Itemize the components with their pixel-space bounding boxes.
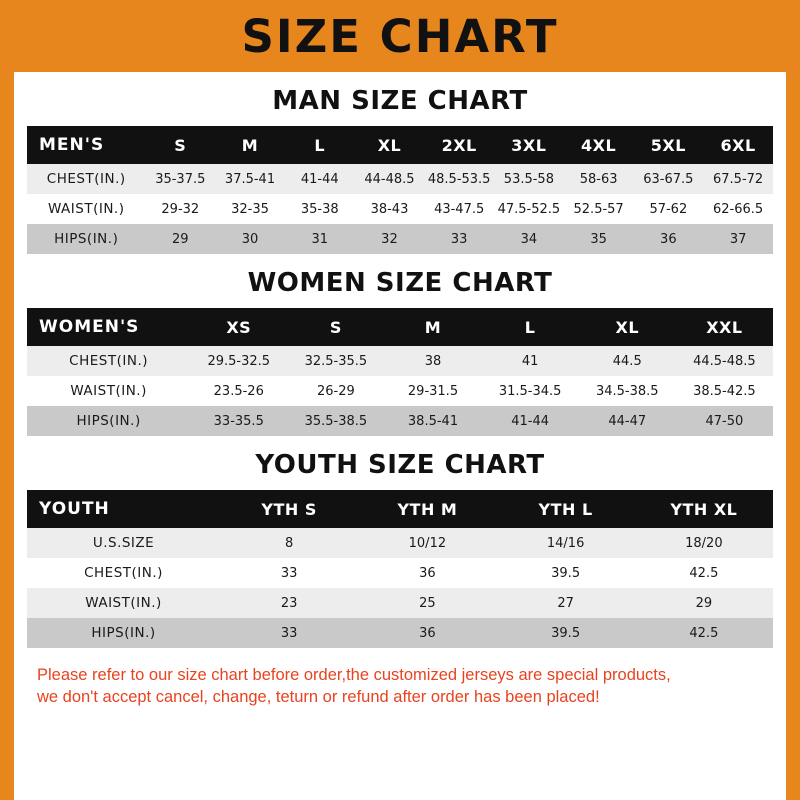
- table-header-row: [27, 308, 773, 346]
- cell: 44.5: [579, 346, 676, 376]
- table-row: [27, 406, 773, 436]
- cell: 34.5-38.5: [579, 376, 676, 406]
- column-header: YTH XL: [670, 499, 738, 519]
- cell: 42.5: [635, 618, 773, 648]
- column-header: YTH M: [397, 499, 458, 519]
- cell: 63-67.5: [633, 164, 703, 194]
- cell: 41-44: [482, 406, 579, 436]
- cell: 26-29: [287, 376, 384, 406]
- column-header: WOMEN'S: [39, 317, 140, 337]
- cell: 44-48.5: [355, 164, 425, 194]
- page-title: SIZE CHART: [241, 9, 559, 63]
- table-row: [27, 164, 773, 194]
- cell: 32-35: [215, 194, 285, 224]
- women-size-table: [27, 308, 773, 436]
- disclaimer-line-1: Please refer to our size chart before order,the customized jerseys are special products,: [37, 666, 671, 684]
- cell: 47-50: [676, 406, 773, 436]
- cell: 29.5-32.5: [190, 346, 287, 376]
- youth-size-table: [27, 490, 773, 648]
- table-row: [27, 194, 773, 224]
- cell: 38-43: [355, 194, 425, 224]
- section-title-man: MAN SIZE CHART: [272, 86, 528, 116]
- disclaimer-note: [27, 664, 773, 709]
- cell: 52.5-57: [564, 194, 634, 224]
- column-header: 4XL: [581, 135, 617, 155]
- cell: 42.5: [635, 558, 773, 588]
- row-label: WAIST(IN.): [27, 588, 220, 618]
- column-header: XS: [226, 317, 252, 337]
- cell: 33-35.5: [190, 406, 287, 436]
- cell: 57-62: [633, 194, 703, 224]
- cell: 8: [220, 528, 358, 558]
- cell: 29: [635, 588, 773, 618]
- cell: 32: [355, 224, 425, 254]
- cell: 38: [384, 346, 481, 376]
- row-label: CHEST(IN.): [27, 346, 190, 376]
- row-label: HIPS(IN.): [27, 406, 190, 436]
- cell: 43-47.5: [424, 194, 494, 224]
- cell: 47.5-52.5: [494, 194, 564, 224]
- column-header: M: [424, 317, 442, 337]
- table-row: [27, 558, 773, 588]
- column-header: YTH L: [538, 499, 593, 519]
- column-header: 2XL: [441, 135, 477, 155]
- cell: 33: [424, 224, 494, 254]
- cell: 29-32: [145, 194, 215, 224]
- cell: 44.5-48.5: [676, 346, 773, 376]
- cell: 37: [703, 224, 773, 254]
- cell: 33: [220, 558, 358, 588]
- table-row: [27, 224, 773, 254]
- cell: 35-37.5: [145, 164, 215, 194]
- column-header: YOUTH: [39, 499, 110, 519]
- column-header: S: [174, 135, 187, 155]
- cell: 29-31.5: [384, 376, 481, 406]
- cell: 41-44: [285, 164, 355, 194]
- cell: 38.5-41: [384, 406, 481, 436]
- cell: 35-38: [285, 194, 355, 224]
- column-header: MEN'S: [39, 135, 105, 155]
- table-row: [27, 376, 773, 406]
- section-youth: [27, 450, 773, 648]
- cell: 33: [220, 618, 358, 648]
- cell: 53.5-58: [494, 164, 564, 194]
- row-label: WAIST(IN.): [27, 376, 190, 406]
- section-title-women: WOMEN SIZE CHART: [247, 268, 553, 298]
- cell: 35: [564, 224, 634, 254]
- column-header: XXL: [706, 317, 743, 337]
- cell: 10/12: [358, 528, 496, 558]
- row-label: CHEST(IN.): [27, 558, 220, 588]
- section-women: [27, 268, 773, 436]
- column-header: 5XL: [650, 135, 686, 155]
- cell: 36: [633, 224, 703, 254]
- row-label: WAIST(IN.): [27, 194, 145, 224]
- column-header: XL: [615, 317, 640, 337]
- table-row: [27, 588, 773, 618]
- row-label: HIPS(IN.): [27, 618, 220, 648]
- cell: 23.5-26: [190, 376, 287, 406]
- column-header: 6XL: [720, 135, 756, 155]
- row-label: U.S.SIZE: [27, 528, 220, 558]
- section-man: [27, 86, 773, 254]
- cell: 23: [220, 588, 358, 618]
- cell: 32.5-35.5: [287, 346, 384, 376]
- table-header-row: [27, 490, 773, 528]
- cell: 31.5-34.5: [482, 376, 579, 406]
- cell: 35.5-38.5: [287, 406, 384, 436]
- cell: 38.5-42.5: [676, 376, 773, 406]
- cell: 36: [358, 558, 496, 588]
- column-header: S: [329, 317, 342, 337]
- cell: 62-66.5: [703, 194, 773, 224]
- page-banner: [0, 0, 800, 72]
- table-row: [27, 346, 773, 376]
- cell: 18/20: [635, 528, 773, 558]
- cell: 58-63: [564, 164, 634, 194]
- cell: 27: [497, 588, 635, 618]
- cell: 31: [285, 224, 355, 254]
- cell: 25: [358, 588, 496, 618]
- table-header-row: [27, 126, 773, 164]
- man-size-table: [27, 126, 773, 254]
- column-header: M: [241, 135, 259, 155]
- cell: 39.5: [497, 558, 635, 588]
- cell: 34: [494, 224, 564, 254]
- table-row: [27, 618, 773, 648]
- cell: 36: [358, 618, 496, 648]
- column-header: L: [524, 317, 536, 337]
- cell: 14/16: [497, 528, 635, 558]
- column-header: 3XL: [511, 135, 547, 155]
- cell: 44-47: [579, 406, 676, 436]
- cell: 30: [215, 224, 285, 254]
- disclaimer-line-2: we don't accept cancel, change, teturn or refund after order has been placed!: [37, 688, 600, 707]
- row-label: CHEST(IN.): [27, 164, 145, 194]
- column-header: L: [314, 135, 326, 155]
- section-title-youth: YOUTH SIZE CHART: [255, 450, 545, 480]
- column-header: YTH S: [261, 499, 317, 519]
- cell: 41: [482, 346, 579, 376]
- cell: 39.5: [497, 618, 635, 648]
- column-header: XL: [377, 135, 402, 155]
- cell: 29: [145, 224, 215, 254]
- cell: 67.5-72: [703, 164, 773, 194]
- cell: 48.5-53.5: [424, 164, 494, 194]
- row-label: HIPS(IN.): [27, 224, 145, 254]
- cell: 37.5-41: [215, 164, 285, 194]
- charts-container: [14, 86, 786, 709]
- table-row: [27, 528, 773, 558]
